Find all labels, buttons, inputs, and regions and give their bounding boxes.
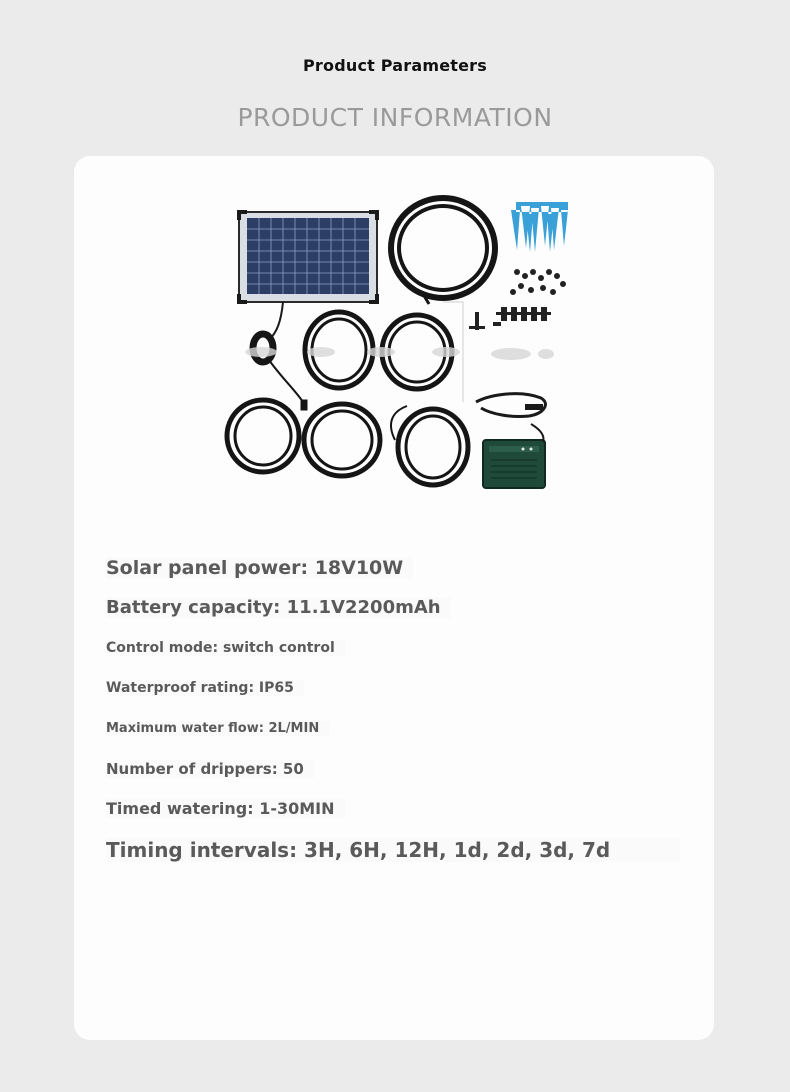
spec-battery-capacity: Battery capacity: 11.1V2200mAh bbox=[106, 597, 451, 618]
spec-solar-panel-power: Solar panel power: 18V10W bbox=[106, 557, 413, 579]
tube-coil-icon bbox=[391, 198, 495, 304]
product-info-card bbox=[74, 156, 714, 1040]
product-image bbox=[211, 162, 586, 537]
spec-waterproof-rating: Waterproof rating: IP65 bbox=[106, 680, 304, 696]
tube-coil-icon bbox=[227, 312, 468, 485]
blur-watermark-icon bbox=[245, 347, 554, 360]
spec-timing-intervals: Timing intervals: 3H, 6H, 12H, 1d, 2d, 3d, 7d bbox=[106, 838, 680, 862]
spec-number-of-drippers: Number of drippers: 50 bbox=[106, 760, 314, 778]
solar-irrigation-kit-illustration bbox=[211, 162, 586, 537]
controller-icon bbox=[476, 394, 545, 488]
spec-timed-watering: Timed watering: 1-30MIN bbox=[106, 799, 345, 818]
dripper-icon bbox=[511, 202, 568, 252]
spec-control-mode: Control mode: switch control bbox=[106, 640, 345, 656]
spec-max-water-flow: Maximum water flow: 2L/MIN bbox=[106, 721, 329, 736]
page-subtitle: PRODUCT INFORMATION bbox=[237, 103, 553, 132]
page-title: Product Parameters bbox=[303, 56, 487, 75]
